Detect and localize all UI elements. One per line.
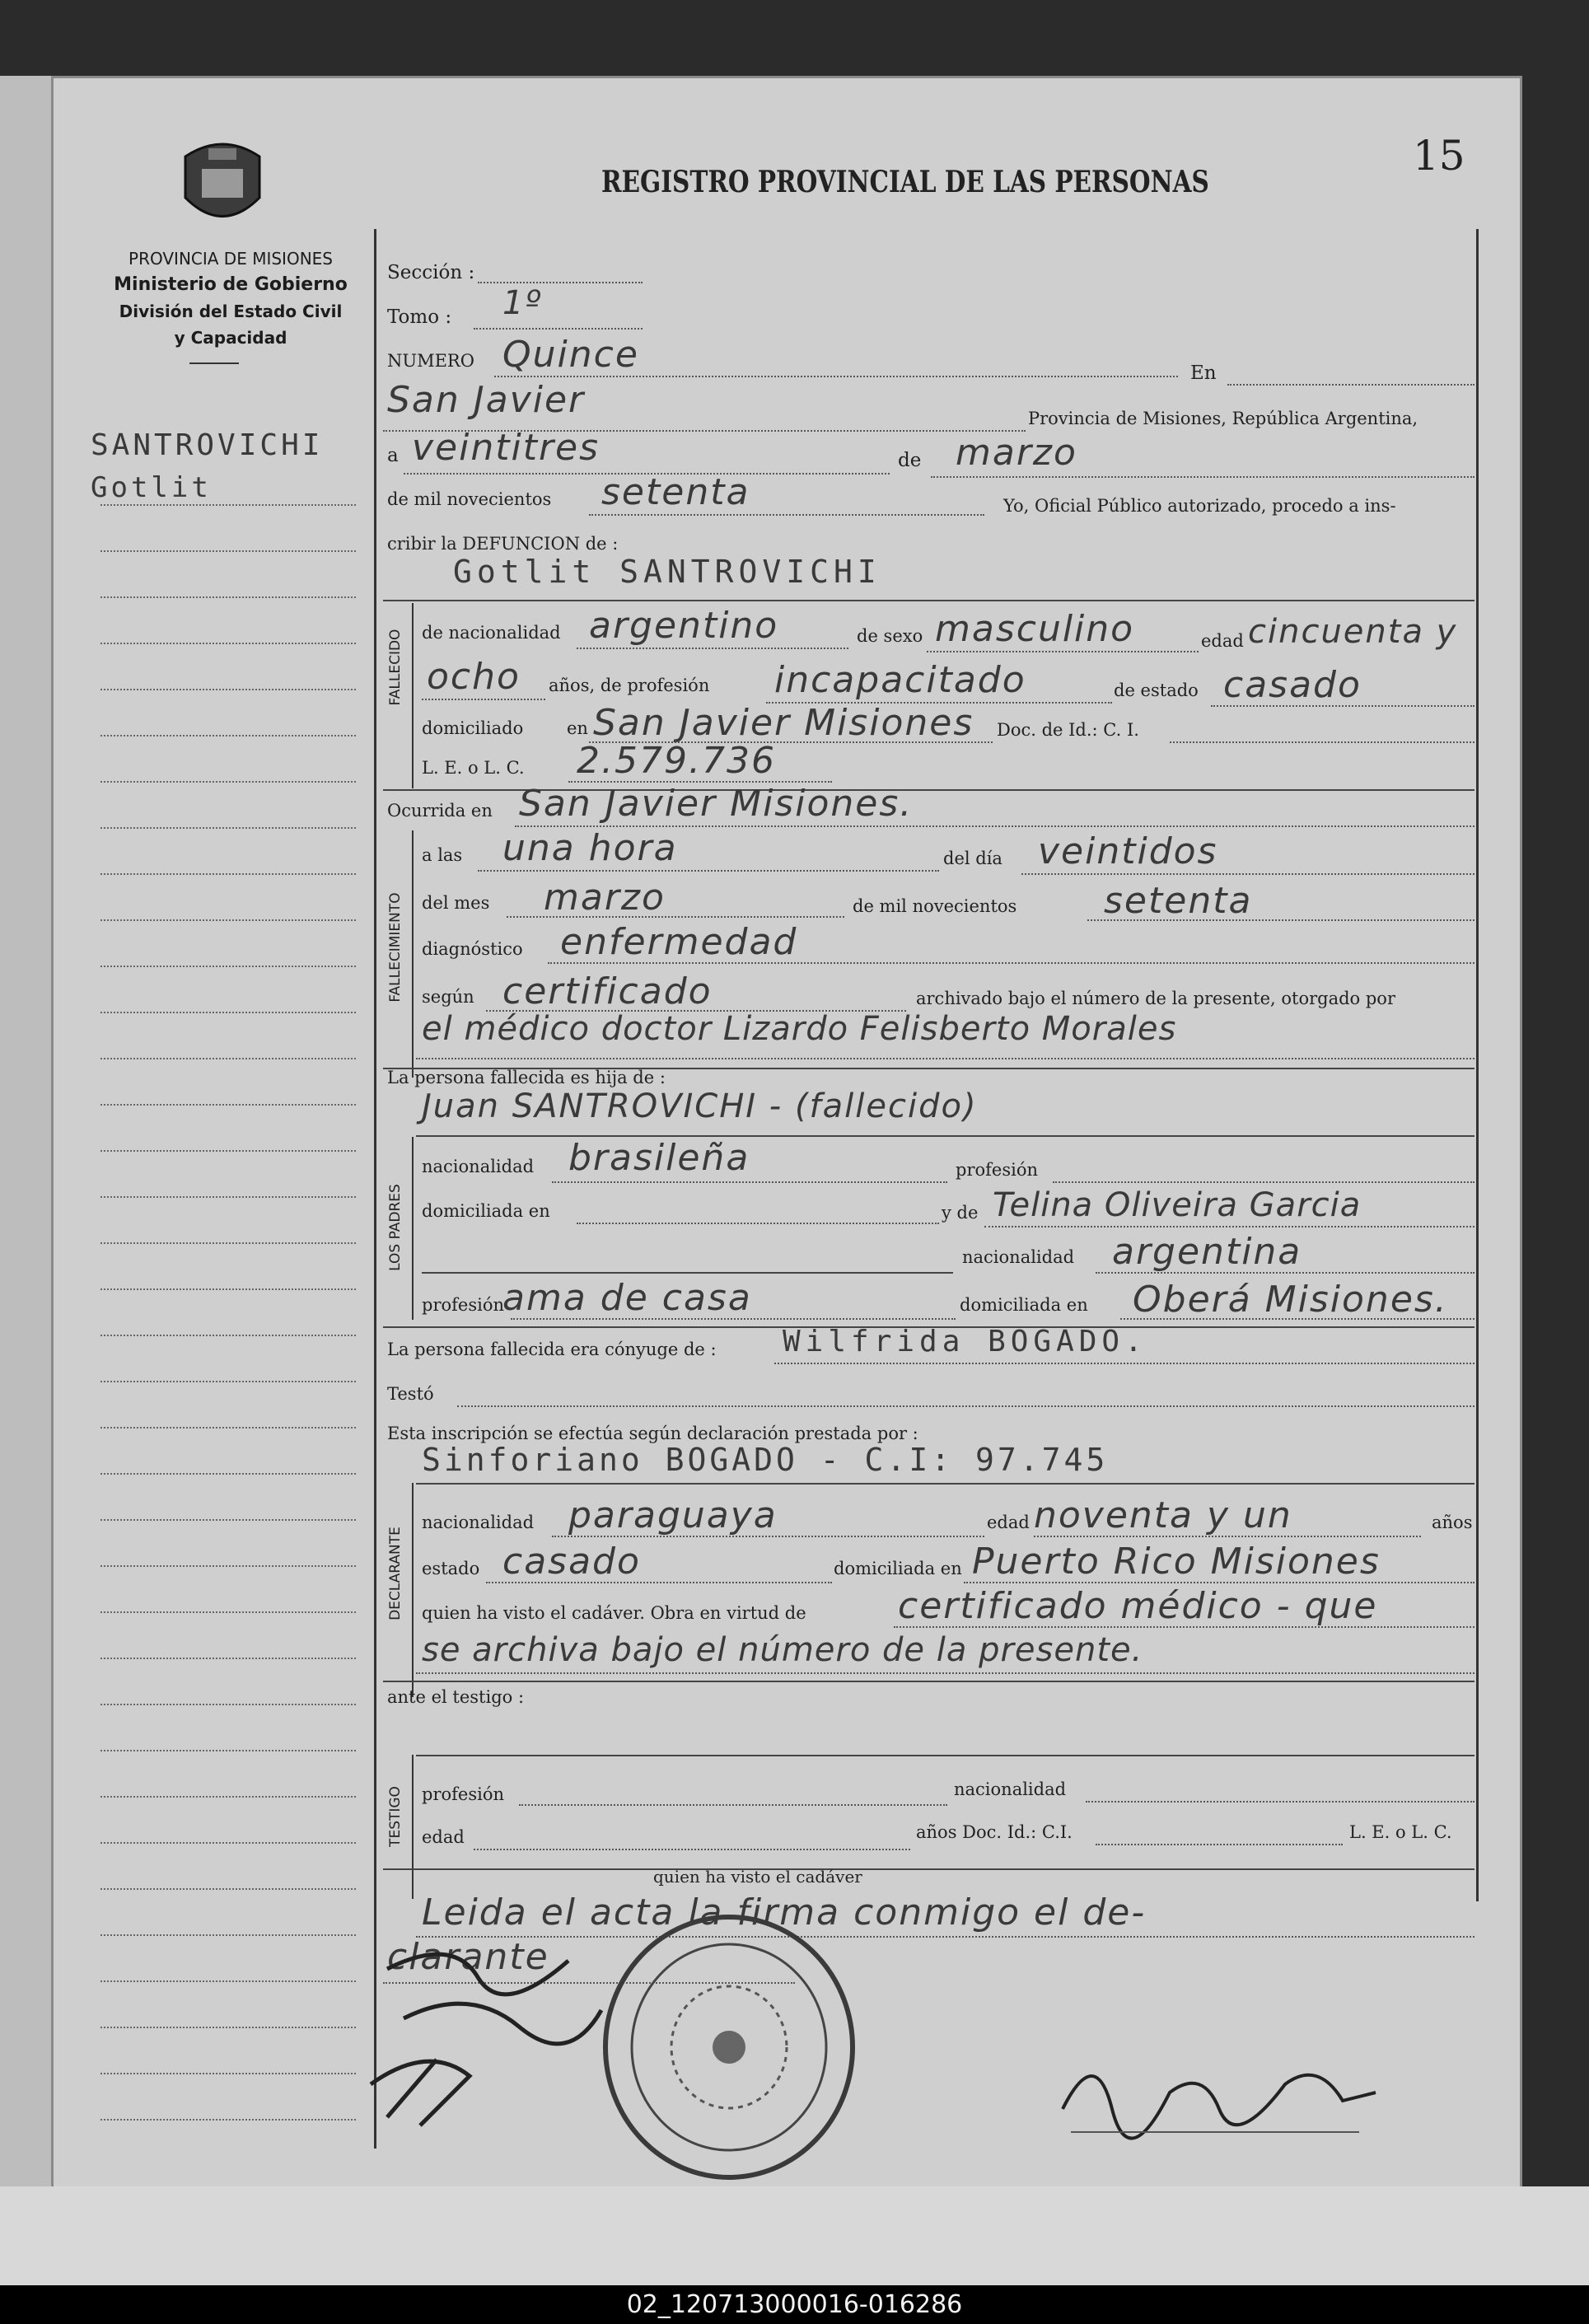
label-tomo: Tomo :	[387, 306, 452, 328]
label-decl-anios: años	[1432, 1513, 1473, 1532]
label-numero: NUMERO	[387, 351, 474, 371]
value-declarante: Sinforiano BOGADO - C.I: 97.745	[422, 1442, 1109, 1478]
form-right-rule	[1476, 229, 1479, 1901]
label-declaracion: Esta inscripción se efectúa según declaración prestada por :	[387, 1424, 918, 1443]
value-documento: 2.579.736	[577, 740, 776, 782]
header-underline	[189, 362, 239, 364]
margin-given-name: Gotlit	[91, 471, 212, 504]
desk-background	[0, 2186, 1589, 2285]
label-t-anios-doc: años Doc. Id.: C.I.	[916, 1822, 1073, 1842]
value-padre: Juan SANTROVICHI - (fallecido)	[422, 1087, 978, 1125]
testigo-rule	[412, 1755, 414, 1899]
label-conyuge: La persona fallecida era cónyuge de :	[387, 1340, 717, 1359]
label-domiciliado: domiciliado	[422, 718, 524, 738]
label-ante-testigo: ante el testigo :	[387, 1687, 525, 1707]
declarante-rule	[412, 1483, 414, 1697]
value-decl-nac: paraguaya	[568, 1494, 778, 1536]
fallecimiento-rule	[412, 830, 414, 1078]
label-decl-domiciliada: domiciliada en	[834, 1559, 962, 1578]
label-seccion: Sección :	[387, 262, 475, 283]
issuer-header	[91, 245, 371, 351]
official-signature	[1046, 2035, 1392, 2150]
value-madre-nac: argentina	[1112, 1231, 1302, 1273]
padres-rule	[412, 1137, 414, 1320]
value-tomo: 1º	[502, 284, 543, 322]
label-hija-de: La persona fallecida es hija de :	[387, 1068, 666, 1087]
value-anio: setenta	[601, 471, 750, 513]
value-numero: Quince	[502, 334, 639, 376]
label-a: a	[387, 445, 399, 466]
label-del-dia: del día	[943, 849, 1002, 868]
value-madre-dom: Oberá Misiones.	[1133, 1279, 1448, 1321]
label-edad: edad	[1201, 631, 1244, 651]
label-sexo: de sexo	[857, 626, 923, 646]
label-madre-nacionalidad: nacionalidad	[962, 1247, 1075, 1267]
label-madre-domiciliada: domiciliada en	[960, 1295, 1088, 1315]
label-del-mes: del mes	[422, 893, 490, 913]
label-nacionalidad: de nacionalidad	[422, 623, 561, 643]
value-conyuge: Wilfrida BOGADO.	[783, 1325, 1147, 1358]
label-testo: Testó	[387, 1384, 434, 1404]
value-medico: el médico doctor Lizardo Felisberto Morales	[422, 1010, 1177, 1048]
value-cierre-1: Leida el acta la firma conmigo el de-	[422, 1891, 1147, 1934]
label-anios-profesion: años, de profesión	[549, 676, 710, 695]
side-label-fallecimiento: FALLECIMIENTO	[387, 892, 404, 1003]
label-le-lc: L. E. o L. C.	[422, 758, 525, 778]
label-diagnostico: diagnóstico	[422, 939, 523, 959]
label-yo-oficial: Yo, Oficial Público autorizado, procedo a ins-	[1003, 496, 1396, 516]
value-ocurrida: San Javier Misiones.	[519, 783, 914, 825]
value-lugar: San Javier	[387, 379, 586, 421]
value-nombre: Gotlit SANTROVICHI	[453, 554, 881, 590]
value-padre-nac: brasileña	[568, 1137, 750, 1179]
value-nacionalidad: argentino	[589, 605, 779, 647]
label-cadaver: quien ha visto el cadáver. Obra en virtud de	[422, 1603, 806, 1623]
label-cribir: cribir la DEFUNCION de :	[387, 534, 619, 554]
label-provincia: Provincia de Misiones, República Argentina,	[1028, 409, 1418, 428]
value-sexo: masculino	[935, 608, 1135, 650]
value-edad-b: ocho	[427, 656, 521, 698]
label-domiciliado-en: en	[567, 718, 588, 738]
label-decl-estado: estado	[422, 1559, 480, 1578]
label-mil-novecientos: de mil novecientos	[387, 489, 552, 509]
label-padre-domiciliada: domiciliada en	[422, 1201, 550, 1221]
margin-surname: SANTROVICHI	[91, 428, 324, 462]
value-mes: marzo	[956, 432, 1077, 474]
label-ocurrida: Ocurrida en	[387, 801, 493, 821]
value-domicilio: San Javier Misiones	[593, 702, 974, 744]
side-label-testigo: TESTIGO	[387, 1786, 404, 1847]
value-decl-edad: noventa y un	[1034, 1494, 1292, 1536]
value-decl-dom: Puerto Rico Misiones	[972, 1541, 1381, 1583]
crest-logo	[177, 132, 268, 235]
header-line-3: División del Estado Civil	[119, 302, 343, 321]
label-y-de: y de	[942, 1203, 979, 1223]
left-page-edge	[0, 76, 56, 2186]
value-dia: veintitres	[412, 427, 601, 469]
value-archivo: se archiva bajo el número de la presente.	[422, 1631, 1143, 1669]
label-a-las: a las	[422, 845, 463, 865]
value-mes-f: marzo	[544, 877, 666, 919]
label-decl-edad: edad	[987, 1513, 1030, 1532]
label-estado: de estado	[1114, 680, 1199, 700]
value-profesion: incapacitado	[774, 659, 1026, 701]
header-line-1: PROVINCIA DE MISIONES	[129, 249, 333, 269]
value-cierre-2: clarante	[387, 1936, 549, 1978]
value-anio-f: setenta	[1104, 880, 1253, 922]
label-madre-profesion: profesión	[422, 1295, 504, 1315]
label-archivado: archivado bajo el número de la presente, otorgado por	[916, 989, 1395, 1008]
fallecido-rule	[412, 603, 414, 788]
value-diagnostico: enfermedad	[560, 921, 798, 963]
value-edad-a: cincuenta y	[1248, 613, 1458, 651]
label-padre-nacionalidad: nacionalidad	[422, 1157, 535, 1176]
side-label-fallecido: FALLECIDO	[387, 629, 404, 706]
value-dia-f: veintidos	[1038, 830, 1218, 872]
label-de: de	[898, 450, 922, 471]
label-t-profesion: profesión	[422, 1784, 504, 1804]
page-title: REGISTRO PROVINCIAL DE LAS PERSONAS	[601, 165, 1209, 199]
form-left-rule	[374, 229, 376, 2149]
side-label-padres: LOS PADRES	[387, 1184, 404, 1271]
value-madre-prof: ama de casa	[502, 1277, 752, 1319]
label-t-cadaver: quien ha visto el cadáver	[653, 1867, 862, 1887]
label-segun: según	[422, 987, 474, 1007]
header-line-4: y Capacidad	[174, 328, 287, 348]
header-line-2: Ministerio de Gobierno	[114, 274, 348, 295]
label-en: En	[1190, 362, 1217, 384]
official-stamp	[597, 1911, 861, 2183]
side-label-declarante: DECLARANTE	[387, 1527, 404, 1620]
label-t-edad: edad	[422, 1827, 465, 1847]
value-estado: casado	[1223, 664, 1362, 706]
label-decl-nacionalidad: nacionalidad	[422, 1513, 535, 1532]
label-doc-id: Doc. de Id.: C. I.	[997, 720, 1139, 740]
label-t-le: L. E. o L. C.	[1349, 1822, 1452, 1842]
value-decl-estado: casado	[502, 1541, 641, 1583]
declarant-signature	[354, 1920, 626, 2134]
value-madre: Telina Oliveira Garcia	[993, 1186, 1362, 1224]
page-number: 15	[1413, 132, 1465, 180]
label-padre-profesion: profesión	[956, 1160, 1038, 1180]
value-hora: una hora	[502, 827, 678, 869]
label-de-mil-nov: de mil novecientos	[853, 896, 1017, 916]
value-segun: certificado	[502, 970, 713, 1012]
label-t-nacionalidad: nacionalidad	[954, 1779, 1067, 1799]
value-certificado: certificado médico - que	[898, 1585, 1378, 1627]
image-caption: 02_120713000016-016286	[0, 2285, 1589, 2324]
